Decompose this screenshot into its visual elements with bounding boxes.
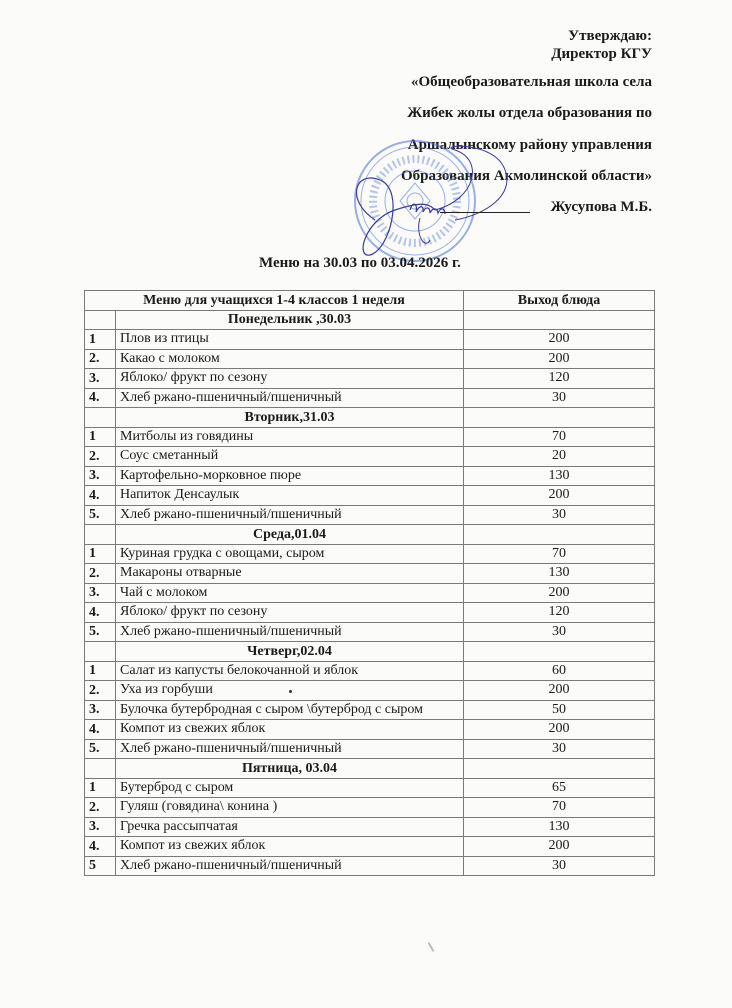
item-number: 2.: [85, 564, 116, 584]
scan-speck: [289, 690, 292, 693]
item-number: 4.: [85, 837, 116, 857]
day-yield-empty: [464, 310, 655, 330]
dish-name: Соус сметанный: [116, 447, 464, 467]
dish-yield: 130: [464, 466, 655, 486]
item-number: 4.: [85, 388, 116, 408]
scan-mark: [428, 942, 435, 952]
table-row: [85, 544, 655, 564]
dish-name: Гуляш (говядина\ конина ): [116, 798, 464, 818]
dish-name: Картофельно-морковное пюре: [116, 466, 464, 486]
dish-name: Митболы из говядины: [116, 427, 464, 447]
dish-name: Компот из свежих яблок: [116, 837, 464, 857]
day-num-empty: [85, 310, 116, 330]
dish-yield: 120: [464, 369, 655, 389]
item-number: 1: [85, 661, 116, 681]
dish-yield: 200: [464, 330, 655, 350]
table-row: [85, 564, 655, 584]
item-number: 3.: [85, 817, 116, 837]
dish-name: Хлеб ржано-пшеничный/пшеничный: [116, 388, 464, 408]
dish-name: Хлеб ржано-пшеничный/пшеничный: [116, 622, 464, 642]
day-label: Среда,01.04: [116, 525, 464, 545]
dish-name: Какао с молоком: [116, 349, 464, 369]
table-row: [85, 720, 655, 740]
item-number: 2.: [85, 681, 116, 701]
item-number: 5.: [85, 739, 116, 759]
dish-yield: 70: [464, 798, 655, 818]
dish-yield: 30: [464, 739, 655, 759]
dish-yield: 30: [464, 856, 655, 876]
day-num-empty: [85, 408, 116, 428]
dish-yield: 65: [464, 778, 655, 798]
table-row: [85, 681, 655, 701]
dish-yield: 130: [464, 817, 655, 837]
table-row: [85, 778, 655, 798]
institution-line-1: «Общеобразовательная школа села: [411, 74, 652, 90]
item-number: 1: [85, 544, 116, 564]
dish-yield: 200: [464, 720, 655, 740]
day-num-empty: [85, 642, 116, 662]
table-row: [85, 486, 655, 506]
table-row: [85, 603, 655, 623]
document-title: Меню на 30.03 по 03.04.2026 г.: [259, 255, 461, 271]
table-row: [85, 369, 655, 389]
dish-name: Куриная грудка с овощами, сыром: [116, 544, 464, 564]
item-number: 5: [85, 856, 116, 876]
day-yield-empty: [464, 759, 655, 779]
day-label: Вторник,31.03: [116, 408, 464, 428]
day-yield-empty: [464, 642, 655, 662]
dish-name: Плов из птицы: [116, 330, 464, 350]
table-header-row: [85, 291, 655, 311]
item-number: 3.: [85, 583, 116, 603]
institution-line-2: Жибек жолы отдела образования по: [407, 105, 652, 121]
dish-yield: 20: [464, 447, 655, 467]
table-row: [85, 330, 655, 350]
day-num-empty: [85, 525, 116, 545]
header-yield: Выход блюда: [464, 291, 655, 311]
dish-name: Булочка бутербродная с сыром \бутерброд с сыром: [116, 700, 464, 720]
menu-body: [85, 310, 655, 876]
dish-yield: 200: [464, 486, 655, 506]
day-header-row: [85, 525, 655, 545]
menu-table: [84, 290, 655, 876]
dish-name: Уха из горбуши: [116, 681, 464, 701]
table-row: [85, 700, 655, 720]
official-stamp-icon: [352, 138, 478, 264]
item-number: 4.: [85, 486, 116, 506]
dish-name: Хлеб ржано-пшеничный/пшеничный: [116, 856, 464, 876]
dish-yield: 30: [464, 388, 655, 408]
day-header-row: [85, 310, 655, 330]
item-number: 1: [85, 330, 116, 350]
item-number: 3.: [85, 369, 116, 389]
table-row: [85, 447, 655, 467]
table-row: [85, 427, 655, 447]
item-number: 5.: [85, 505, 116, 525]
dish-name: Салат из капусты белокочанной и яблок: [116, 661, 464, 681]
dish-name: Гречка рассыпчатая: [116, 817, 464, 837]
institution-line-3: Аршалынскому району управления: [407, 137, 652, 153]
item-number: 5.: [85, 622, 116, 642]
day-yield-empty: [464, 408, 655, 428]
table-row: [85, 661, 655, 681]
table-row: [85, 739, 655, 759]
table-row: [85, 856, 655, 876]
dish-name: Макароны отварные: [116, 564, 464, 584]
institution-line-4: Образования Акмолинской области»: [400, 168, 652, 184]
item-number: 2.: [85, 447, 116, 467]
dish-name: Компот из свежих яблок: [116, 720, 464, 740]
approve-heading: Утверждаю:: [568, 28, 652, 44]
table-row: [85, 583, 655, 603]
item-number: 2.: [85, 349, 116, 369]
item-number: 1: [85, 778, 116, 798]
dish-yield: 200: [464, 837, 655, 857]
day-label: Понедельник ,30.03: [116, 310, 464, 330]
item-number: 4.: [85, 603, 116, 623]
item-number: 1: [85, 427, 116, 447]
director-title: Директор КГУ: [551, 46, 652, 62]
dish-yield: 50: [464, 700, 655, 720]
dish-yield: 30: [464, 622, 655, 642]
day-yield-empty: [464, 525, 655, 545]
signature-icon: [335, 140, 525, 260]
table-row: [85, 349, 655, 369]
dish-name: Чай с молоком: [116, 583, 464, 603]
dish-name: Бутерброд с сыром: [116, 778, 464, 798]
dish-name: Напиток Денсаулык: [116, 486, 464, 506]
table-row: [85, 388, 655, 408]
dish-name: Яблоко/ фрукт по сезону: [116, 603, 464, 623]
signatory-name: Жусупова М.Б.: [550, 199, 652, 215]
item-number: 3.: [85, 466, 116, 486]
table-row: [85, 798, 655, 818]
day-label: Четверг,02.04: [116, 642, 464, 662]
dish-yield: 130: [464, 564, 655, 584]
item-number: 4.: [85, 720, 116, 740]
dish-yield: 200: [464, 681, 655, 701]
table-row: [85, 622, 655, 642]
day-label: Пятница, 03.04: [116, 759, 464, 779]
day-header-row: [85, 408, 655, 428]
day-header-row: [85, 759, 655, 779]
dish-yield: 70: [464, 544, 655, 564]
dish-yield: 70: [464, 427, 655, 447]
dish-yield: 60: [464, 661, 655, 681]
table-row: [85, 505, 655, 525]
dish-yield: 120: [464, 603, 655, 623]
dish-name: Яблоко/ фрукт по сезону: [116, 369, 464, 389]
item-number: 3.: [85, 700, 116, 720]
dish-yield: 200: [464, 583, 655, 603]
item-number: 2.: [85, 798, 116, 818]
day-header-row: [85, 642, 655, 662]
dish-name: Хлеб ржано-пшеничный/пшеничный: [116, 505, 464, 525]
table-row: [85, 817, 655, 837]
signature-line: [440, 212, 530, 213]
dish-name: Хлеб ржано-пшеничный/пшеничный: [116, 739, 464, 759]
table-row: [85, 837, 655, 857]
header-menu-name: Меню для учащихся 1-4 классов 1 неделя: [85, 291, 464, 311]
dish-yield: 200: [464, 349, 655, 369]
day-num-empty: [85, 759, 116, 779]
table-row: [85, 466, 655, 486]
dish-yield: 30: [464, 505, 655, 525]
